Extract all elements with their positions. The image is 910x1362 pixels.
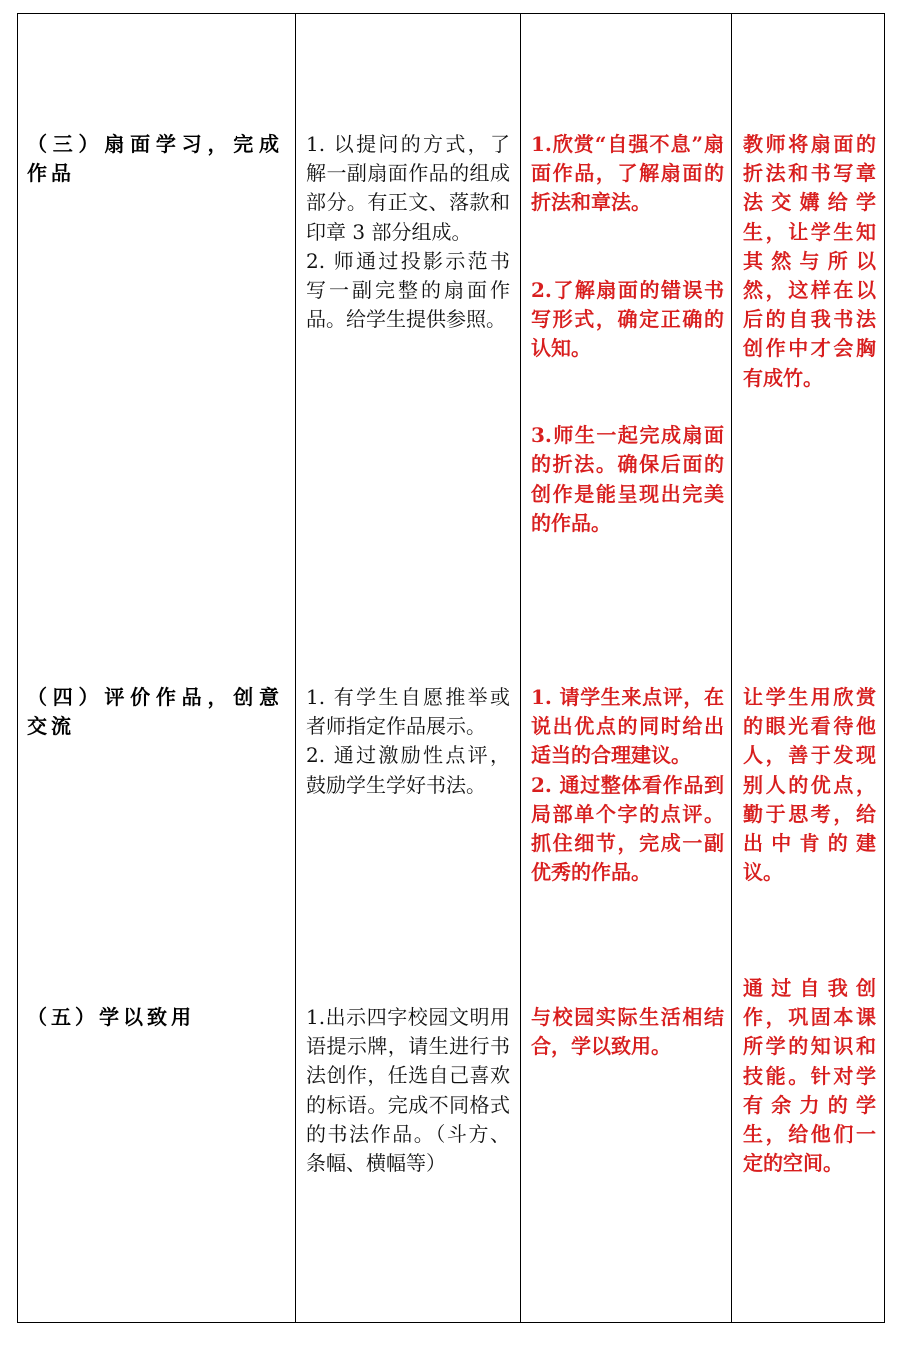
design-intent: 通过自我创作，巩固本课所学的知识和技能。针对学有余力的学生，给他们一定的空间。	[743, 976, 876, 1176]
process-step: 2. 师通过投影示范书写一副完整的扇面作品。给学生提供参照。	[306, 248, 510, 332]
process-step: 1. 有学生自愿推举或者师指定作品展示。	[306, 685, 510, 739]
student-activity	[531, 130, 724, 538]
column-divider	[731, 13, 732, 1323]
teaching-process	[306, 1003, 510, 1178]
activity-step: 3.师生一起完成扇面的折法。确保后面的创作是能呈现出完美的作品。	[531, 423, 724, 535]
stage-title: （五）学以致用	[27, 1005, 195, 1029]
process-step: 2. 通过激励性点评，鼓励学生学好书法。	[306, 743, 510, 797]
process-step: 1. 以提问的方式，了解一副扇面作品的组成部分。有正文、落款和印章 3 部分组成。	[306, 132, 510, 244]
teaching-process	[306, 130, 510, 334]
student-activity	[531, 683, 724, 887]
design-intent: 让学生用欣赏的眼光看待他人，善于发现别人的优点，勤于思考，给出中肯的建议。	[743, 685, 876, 885]
stage-title: （三）扇面学习，完成作品	[27, 132, 283, 186]
student-activity	[531, 1003, 724, 1061]
stage-title: （四）评价作品，创意交流	[27, 685, 283, 739]
activity-step: 1. 请学生来点评，在说出优点的同时给出适当的合理建议。	[531, 685, 724, 768]
activity-step: 与校园实际生活相结合，学以致用。	[531, 1005, 724, 1059]
design-intent: 教师将扇面的折法和书写章法交媾给学生，让学生知其然与所以然，这样在以后的自我书法创作中才会胸有成竹。	[743, 132, 876, 390]
activity-step: 2. 通过整体看作品到局部单个字的点评。抓住细节，完成一副优秀的作品。	[531, 772, 724, 885]
teaching-process	[306, 683, 510, 800]
column-divider	[520, 13, 521, 1323]
activity-step: 1.欣赏“自强不息”扇面作品，了解扇面的折法和章法。	[531, 132, 724, 215]
activity-step: 2.了解扇面的错误书写形式，确定正确的认知。	[531, 277, 724, 361]
column-divider	[295, 13, 296, 1323]
process-step: 1.出示四字校园文明用语提示牌，请生进行书法创作，任选自己喜欢的标语。完成不同格式的书法作品。（斗方、条幅、横幅等）	[306, 1005, 510, 1176]
